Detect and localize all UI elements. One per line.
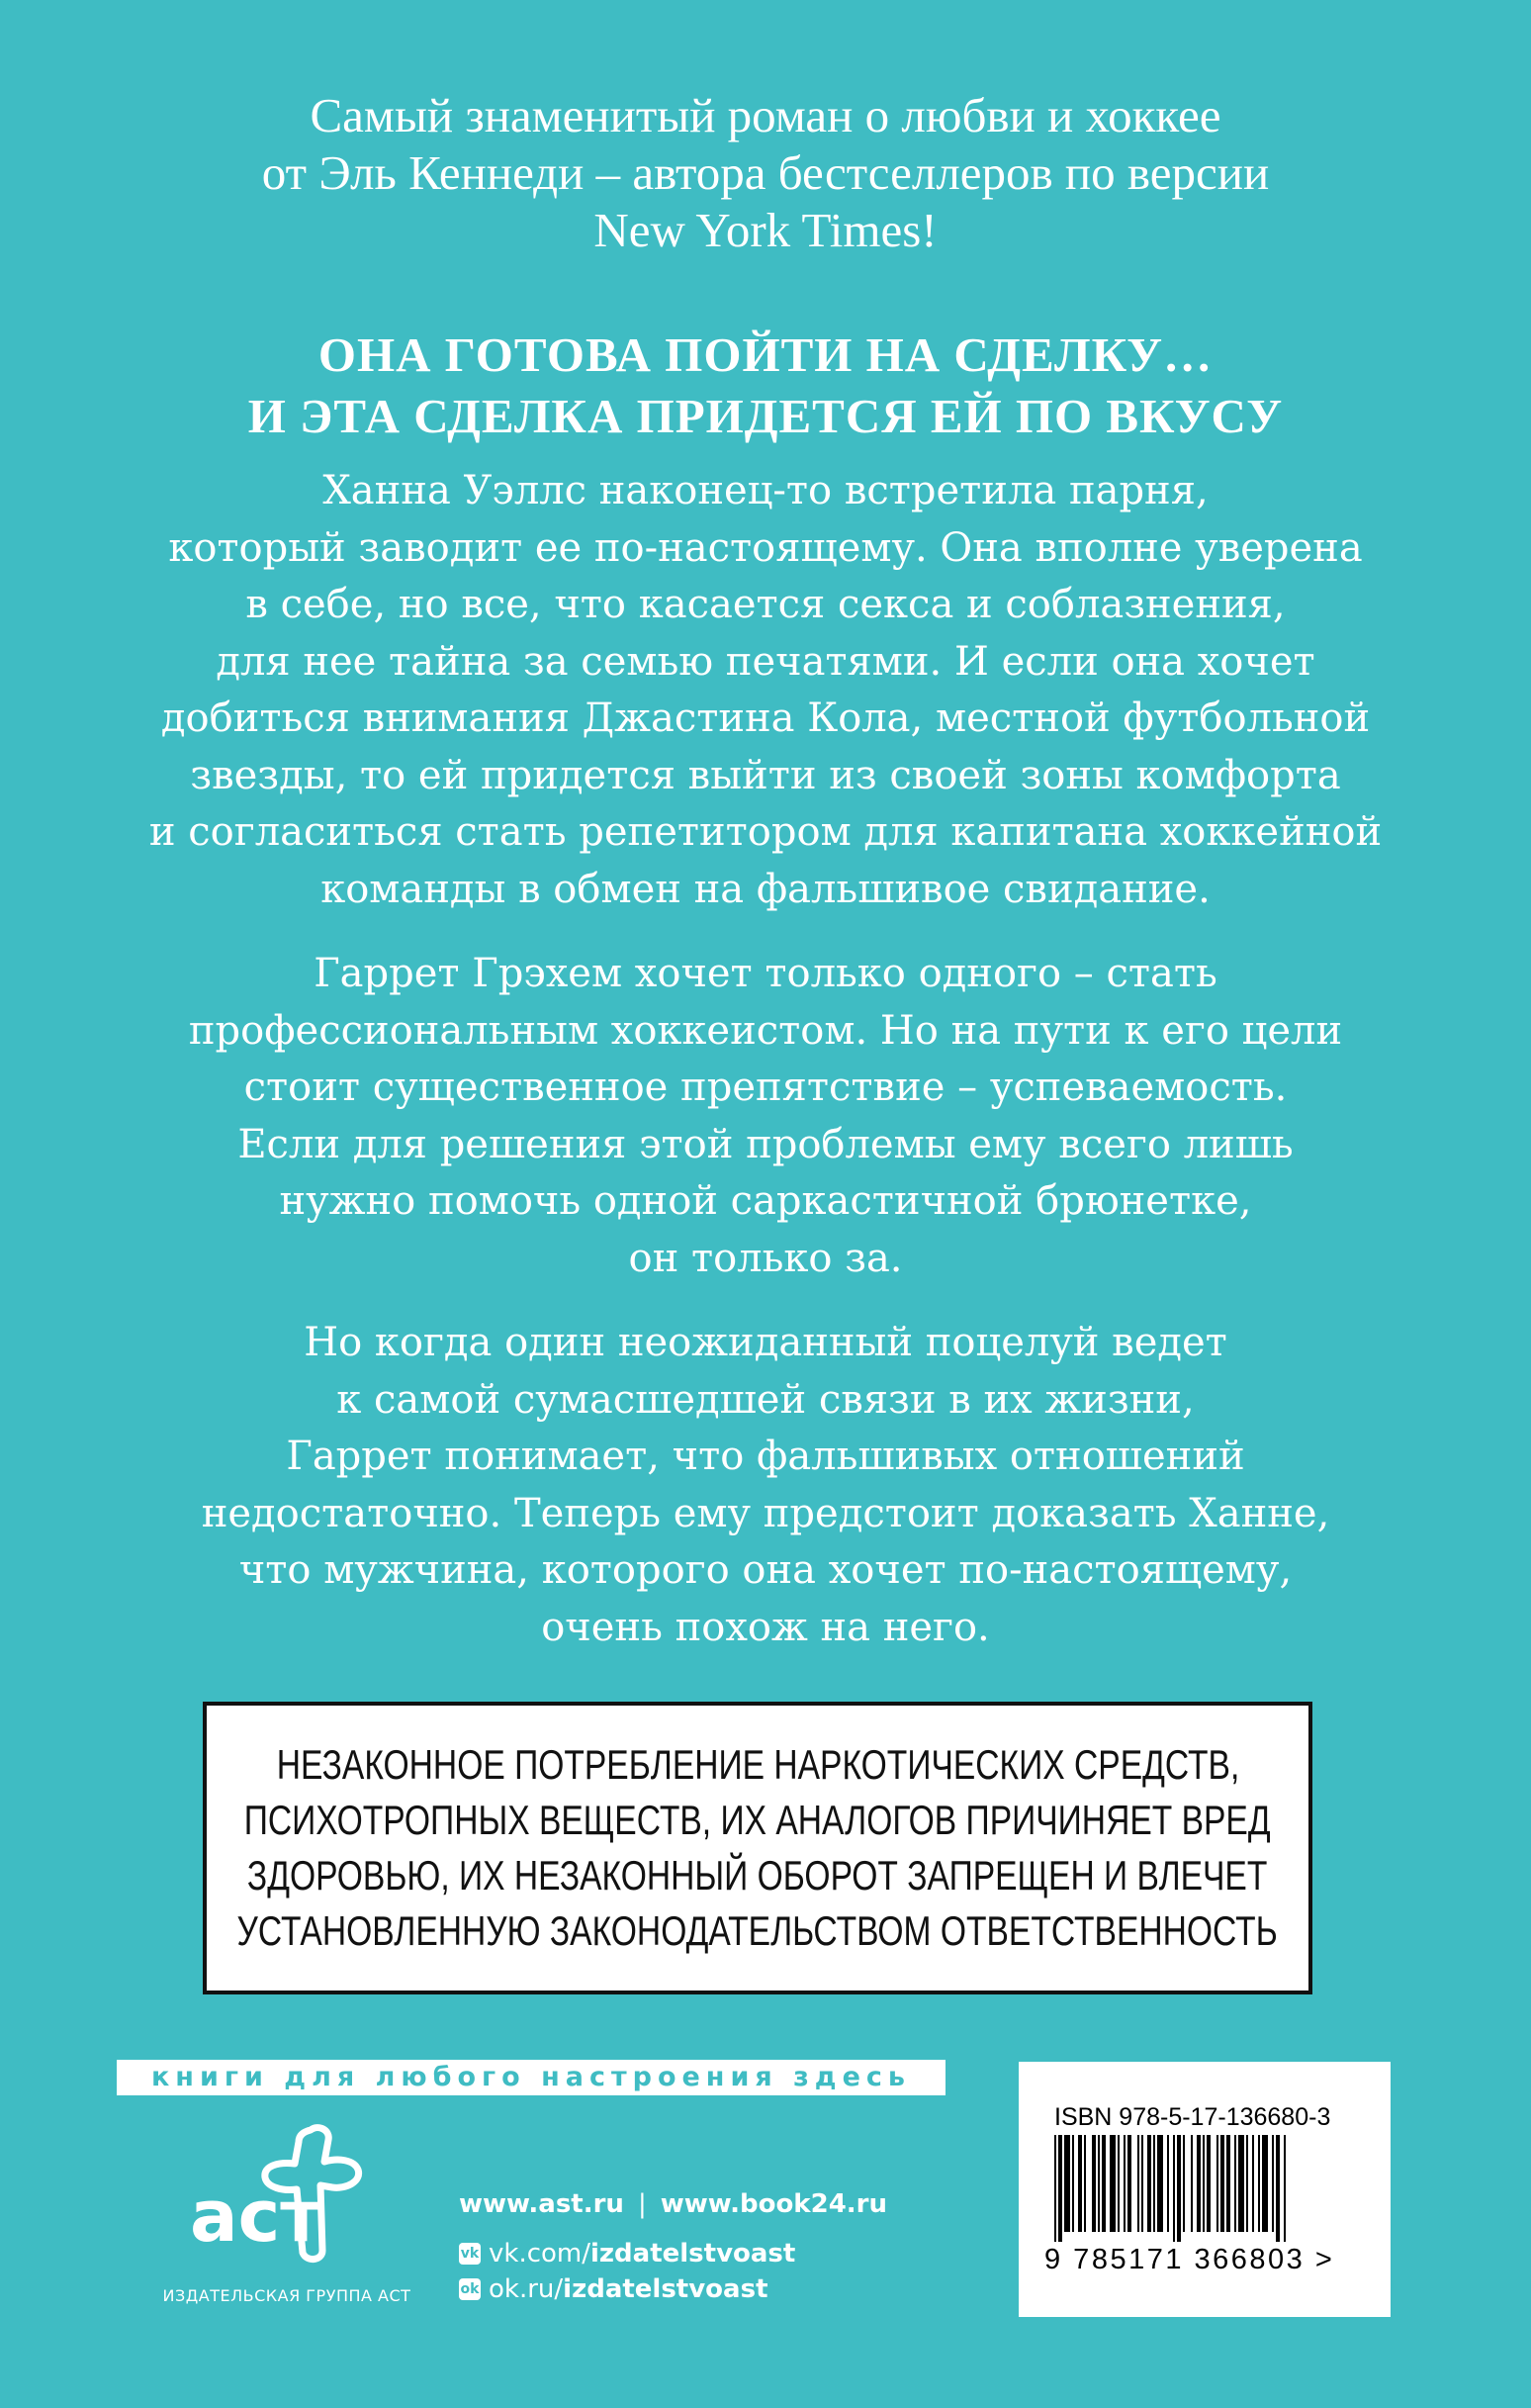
link-ast-site[interactable]: www.ast.ru	[459, 2189, 624, 2219]
barcode-bar	[1110, 2135, 1116, 2232]
barcode-bar	[1191, 2135, 1193, 2232]
headline	[0, 324, 1531, 447]
barcode-bar	[1102, 2135, 1106, 2232]
ok-link-row[interactable]	[459, 2271, 887, 2307]
blurb-line: Гаррет понимает, что фальшивых отношений	[286, 1434, 1245, 1479]
barcode-bar	[1157, 2135, 1163, 2232]
barcode-bar	[1147, 2135, 1151, 2232]
barcode-bar	[1272, 2135, 1274, 2232]
link-book24-site[interactable]: www.book24.ru	[660, 2189, 887, 2219]
blurb-line: Но когда один неожиданный поцелуй ведет	[304, 1320, 1227, 1365]
barcode-bar	[1137, 2135, 1139, 2232]
blurb-line: стоит существенное препятствие – успеваемость.	[243, 1065, 1288, 1110]
health-warning-box	[203, 1702, 1312, 1994]
headline-line: ОНА ГОТОВА ПОЙТИ НА СДЕЛКУ…	[317, 327, 1214, 382]
link-separator: |	[637, 2189, 647, 2219]
isbn-barcode	[1019, 2062, 1391, 2317]
blurb-line: профессиональным хоккеистом. Но на пути к его цели	[188, 1007, 1343, 1054]
blurb-line: Гаррет Грэхем хочет только одного – стать	[314, 951, 1217, 996]
barcode-bar	[1234, 2135, 1236, 2232]
ok-link-handle: izdatelstvoast	[563, 2274, 768, 2304]
blurb-line: нужно помочь одной саркастичной брюнетке,	[279, 1178, 1252, 1224]
blurb-line: добиться внимания Джастина Кола, местной футбольной	[160, 695, 1371, 741]
barcode-bar	[1173, 2135, 1175, 2242]
tagline-line: от Эль Кеннеди – автора бестселлеров по версии	[261, 145, 1270, 200]
barcode-bar	[1252, 2135, 1254, 2232]
tagline-line: New York Times!	[593, 203, 938, 257]
barcode-bar	[1167, 2135, 1169, 2232]
barcode-bar	[1226, 2135, 1230, 2232]
blurb-line: команды в обмен на фальшивое свидание.	[320, 866, 1211, 912]
tagline	[0, 87, 1531, 259]
ast-logo	[184, 2122, 382, 2270]
barcode-bar	[1127, 2135, 1131, 2232]
blurb-line: что мужчина, которого она хочет по-настоящему,	[238, 1547, 1293, 1593]
barcode-bar	[1177, 2135, 1181, 2242]
vk-icon: vk	[459, 2243, 481, 2265]
blurb-line: к самой сумасшедшей связи в их жизни,	[336, 1376, 1195, 1423]
isbn-label: ISBN 978-5-17-136680-3	[1054, 2103, 1331, 2131]
barcode-bar	[1118, 2135, 1120, 2232]
barcode-bar	[1072, 2135, 1074, 2232]
barcode-bar	[1141, 2135, 1143, 2232]
barcode-bar	[1124, 2135, 1126, 2232]
barcode-bar	[1246, 2135, 1248, 2232]
ok-link-prefix: ok.ru/	[489, 2274, 564, 2304]
warning-line: ЗДОРОВЬЮ, ИХ НЕЗАКОННЫЙ ОБОРОТ ЗАПРЕЩЕН И ВЛЕЧЕТ	[247, 1852, 1268, 1899]
barcode-bar	[1220, 2135, 1224, 2232]
blurb-line: Ханна Уэллс наконец-то встретила парня,	[322, 468, 1209, 513]
barcode-bar	[1092, 2135, 1096, 2232]
blurb-line: Если для решения этой проблемы ему всего лишь	[237, 1121, 1294, 1167]
barcode-bar	[1098, 2135, 1100, 2232]
barcode-bar	[1216, 2135, 1218, 2232]
tagline-line: Самый знаменитый роман о любви и хоккее	[310, 88, 1221, 142]
ok-icon: ok	[459, 2278, 481, 2300]
blurb-paragraph-2	[59, 946, 1472, 1287]
barcode-bars	[1054, 2135, 1361, 2242]
vk-link-row[interactable]	[459, 2236, 887, 2271]
blurb-line: он только за.	[628, 1235, 903, 1281]
ast-logo-icon	[184, 2122, 382, 2270]
barcode-bar	[1058, 2135, 1062, 2242]
barcode-bar	[1262, 2135, 1268, 2232]
blurb-line: который заводит ее по-настоящему. Она вполне уверена	[168, 524, 1363, 571]
blurb-paragraph-3	[59, 1315, 1472, 1656]
vk-link-prefix: vk.com/	[489, 2239, 590, 2269]
barcode-bar	[1238, 2135, 1244, 2232]
warning-line: УСТАНОВЛЕННУЮ ЗАКОНОДАТЕЛЬСТВОМ ОТВЕТСТВЕННОСТЬ	[236, 1907, 1279, 1954]
publisher-links	[459, 2184, 887, 2307]
website-row	[459, 2184, 887, 2224]
barcode-bar	[1203, 2135, 1205, 2232]
barcode-bar	[1078, 2135, 1082, 2232]
publisher-imprint: ИЗДАТЕЛЬСКАЯ ГРУППА АСТ	[162, 2286, 411, 2305]
barcode-bar	[1064, 2135, 1070, 2232]
ast-logo-letters: аст	[190, 2175, 321, 2258]
vk-link-handle: izdatelstvoast	[590, 2239, 796, 2269]
warning-line: ПСИХОТРОПНЫХ ВЕЩЕСТВ, ИХ АНАЛОГОВ ПРИЧИНЯЕТ ВРЕД	[244, 1797, 1271, 1843]
barcode-bar	[1284, 2135, 1286, 2242]
barcode-digits: 9 785171 366803 >	[1044, 2244, 1335, 2275]
barcode-bar	[1276, 2135, 1280, 2242]
barcode-bar	[1084, 2135, 1086, 2232]
barcode-bar	[1197, 2135, 1201, 2232]
blurb-line: для нее тайна за семью печатями. И если она хочет	[216, 638, 1315, 685]
barcode-bar	[1054, 2135, 1056, 2242]
blurb-paragraph-1	[59, 463, 1472, 918]
blurb-line: в себе, но все, что касается секса и соблазнения,	[245, 582, 1286, 627]
blurb-line: звезды, то ей придется выйти из своей зоны комфорта	[190, 752, 1341, 798]
barcode-bar	[1153, 2135, 1155, 2232]
blurb-line: и согласиться стать репетитором для капитана хоккейной	[148, 809, 1383, 855]
slogan-strip: книги для любого настроения здесь	[117, 2060, 946, 2095]
barcode-bar	[1183, 2135, 1185, 2232]
barcode-bar	[1258, 2135, 1260, 2232]
warning-line: НЕЗАКОННОЕ ПОТРЕБЛЕНИЕ НАРКОТИЧЕСКИХ СРЕДСТВ,	[276, 1741, 1239, 1788]
blurb-line: очень похож на него.	[541, 1604, 990, 1650]
headline-line: И ЭТА СДЕЛКА ПРИДЕТСЯ ЕЙ ПО ВКУСУ	[247, 389, 1284, 443]
barcode-bar	[1207, 2135, 1211, 2232]
blurb-line: недостаточно. Теперь ему предстоит доказать Ханне,	[201, 1490, 1330, 1536]
